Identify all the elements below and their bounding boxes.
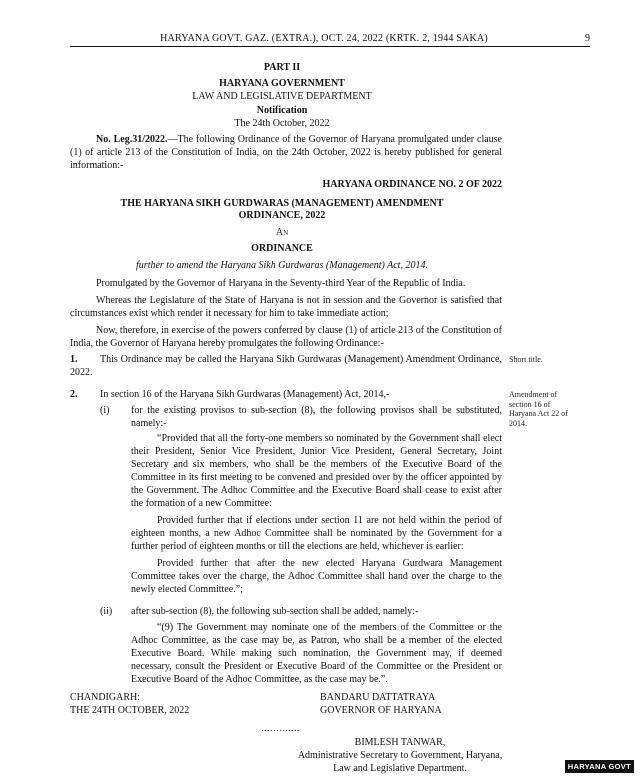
ordinance-label: ORDINANCE (251, 243, 313, 254)
clause-ii-text: after sub-section (8), the following sub-section shall be added, namely:- (131, 606, 419, 617)
section-2 (70, 388, 502, 401)
secretary-block (250, 736, 550, 775)
ordinance-title-line-2: ORDINANCE, 2022 (238, 210, 326, 221)
governor-title: GOVERNOR OF HARYANA (320, 705, 442, 716)
gazette-header-title: HARYANA GOVT. GAZ. (EXTRA.), OCT. 24, 2022 (KRTK. 2, 1944 SAKA) (160, 33, 488, 44)
secretary-name: BIMLESH TANWAR, (354, 737, 446, 748)
notification-heading: Notification (256, 105, 308, 116)
governor-block (320, 691, 500, 717)
section-2-text: In section 16 of the Haryana Sikh Gurdwaras (Management) Act, 2014,- (100, 389, 390, 400)
clause-ii-label: (ii) (100, 606, 113, 617)
header-rule (70, 46, 590, 47)
promulgated-line: Promulgated by the Governor of Haryana in the Seventy-third Year of the Republic of India. (96, 278, 466, 289)
clause-i-label: (i) (100, 405, 110, 416)
ordinance-title-line-1: THE HARYANA SIKH GURDWARAS (MANAGEMENT) AMENDMENT (120, 198, 444, 209)
intro-text: —The following Ordinance of the Governor of Haryana promulgated under clause (1) of article 213 of the Constitution of India, on the 24th October, 2022 is hereby published for general information:- (70, 134, 502, 171)
preamble (70, 277, 502, 350)
section-1 (70, 353, 502, 379)
section-1-margin-note: Short title. (509, 355, 543, 364)
intro-paragraph (70, 133, 502, 172)
proviso-3: Provided further that after the new elected Haryana Gurdwara Management Committee takes over the charge, the Adhoc Committee shall hand over the charge to the newly elected Committee.”; (131, 558, 502, 595)
section-1-number: 1. (70, 354, 78, 365)
signature-place: CHANDIGARH: (70, 692, 140, 703)
ordinance-number: HARYANA ORDINANCE NO. 2 OF 2022 (322, 179, 502, 190)
whereas-paragraph: Whereas the Legislature of the State of Haryana is not in session and the Governor is satisfied that circumstances exist which render it necessary for him to take immediate action; (70, 295, 502, 319)
clause-i-text: for the existing provisos to sub-section (8), the following provisos shall be substituted, namely:- (131, 405, 502, 429)
section-2-margin-note: Amendment of section 16 of Haryana Act 22 of 2014. (509, 390, 568, 428)
separator-dots: …………. (260, 723, 300, 733)
notification-ref: No. Leg.31/2022. (96, 134, 168, 145)
section-2-number: 2. (70, 389, 78, 400)
governor-name: BANDARU DATTATRAYA (320, 692, 436, 703)
place-date-block (70, 691, 270, 717)
ordinance-purpose: further to amend the Haryana Sikh Gurdwaras (Management) Act, 2014. (136, 260, 428, 271)
subsection-9-text: “(9) The Government may nominate one of the members of the Committee or the Adhoc Committee, as the case may be, as Patron, who shall be a member of the elected Executive Board. While making such nomination, the Government may, if deemed necessary, consult the President or Executive Board of the Committee or the President or Executive Board of the Adhoc Committee, as the case may be.”. (131, 622, 502, 685)
section-1-text: This Ordinance may be called the Haryana Sikh Gurdwaras (Management) Amendment Ordinance, 2022. (70, 354, 502, 378)
government-heading: HARYANA GOVERNMENT (219, 78, 345, 89)
signature-date: THE 24TH OCTOBER, 2022 (70, 705, 190, 716)
now-therefore-paragraph: Now, therefore, in exercise of the powers conferred by clause (1) of article 213 of the Constitution of India, the Governor of Haryana hereby promulgates the following Ordinance:- (70, 325, 502, 349)
secretary-title-1: Administrative Secretary to Government, Haryana, (297, 750, 503, 761)
proviso-1: “Provided that all the forty-one members so nominated by the Government shall elect their President, Senior Vice President, Junior Vice President, General Secretary, Joint Secretary and six members, who shall be the members of the Executive Board of the Committee in its first meeting to be convened and presided over by the officer appointed by the Government. The Adhoc Committee and the Executive Board shall cease to exist after the formation of a new Committee: (131, 433, 502, 509)
page-header (70, 31, 590, 47)
an-label: An (275, 227, 289, 238)
department-heading: LAW AND LEGISLATIVE DEPARTMENT (192, 91, 372, 102)
page-number: 9 (585, 33, 590, 44)
part-heading: PART II (263, 62, 301, 73)
source-watermark: HARYANA GOVT (565, 760, 634, 773)
secretary-title-2: Law and Legislative Department. (333, 763, 467, 774)
provisos (131, 432, 502, 596)
proviso-2: Provided further that if elections under section 11 are not held within the period of eighteen months, a new Adhoc Committee shall be nominated by the Government for a further period of eighteen months or till the elections are held, whichever is earlier: (131, 515, 502, 552)
notification-date: The 24th October, 2022 (234, 118, 330, 129)
subsection-9 (131, 621, 502, 686)
